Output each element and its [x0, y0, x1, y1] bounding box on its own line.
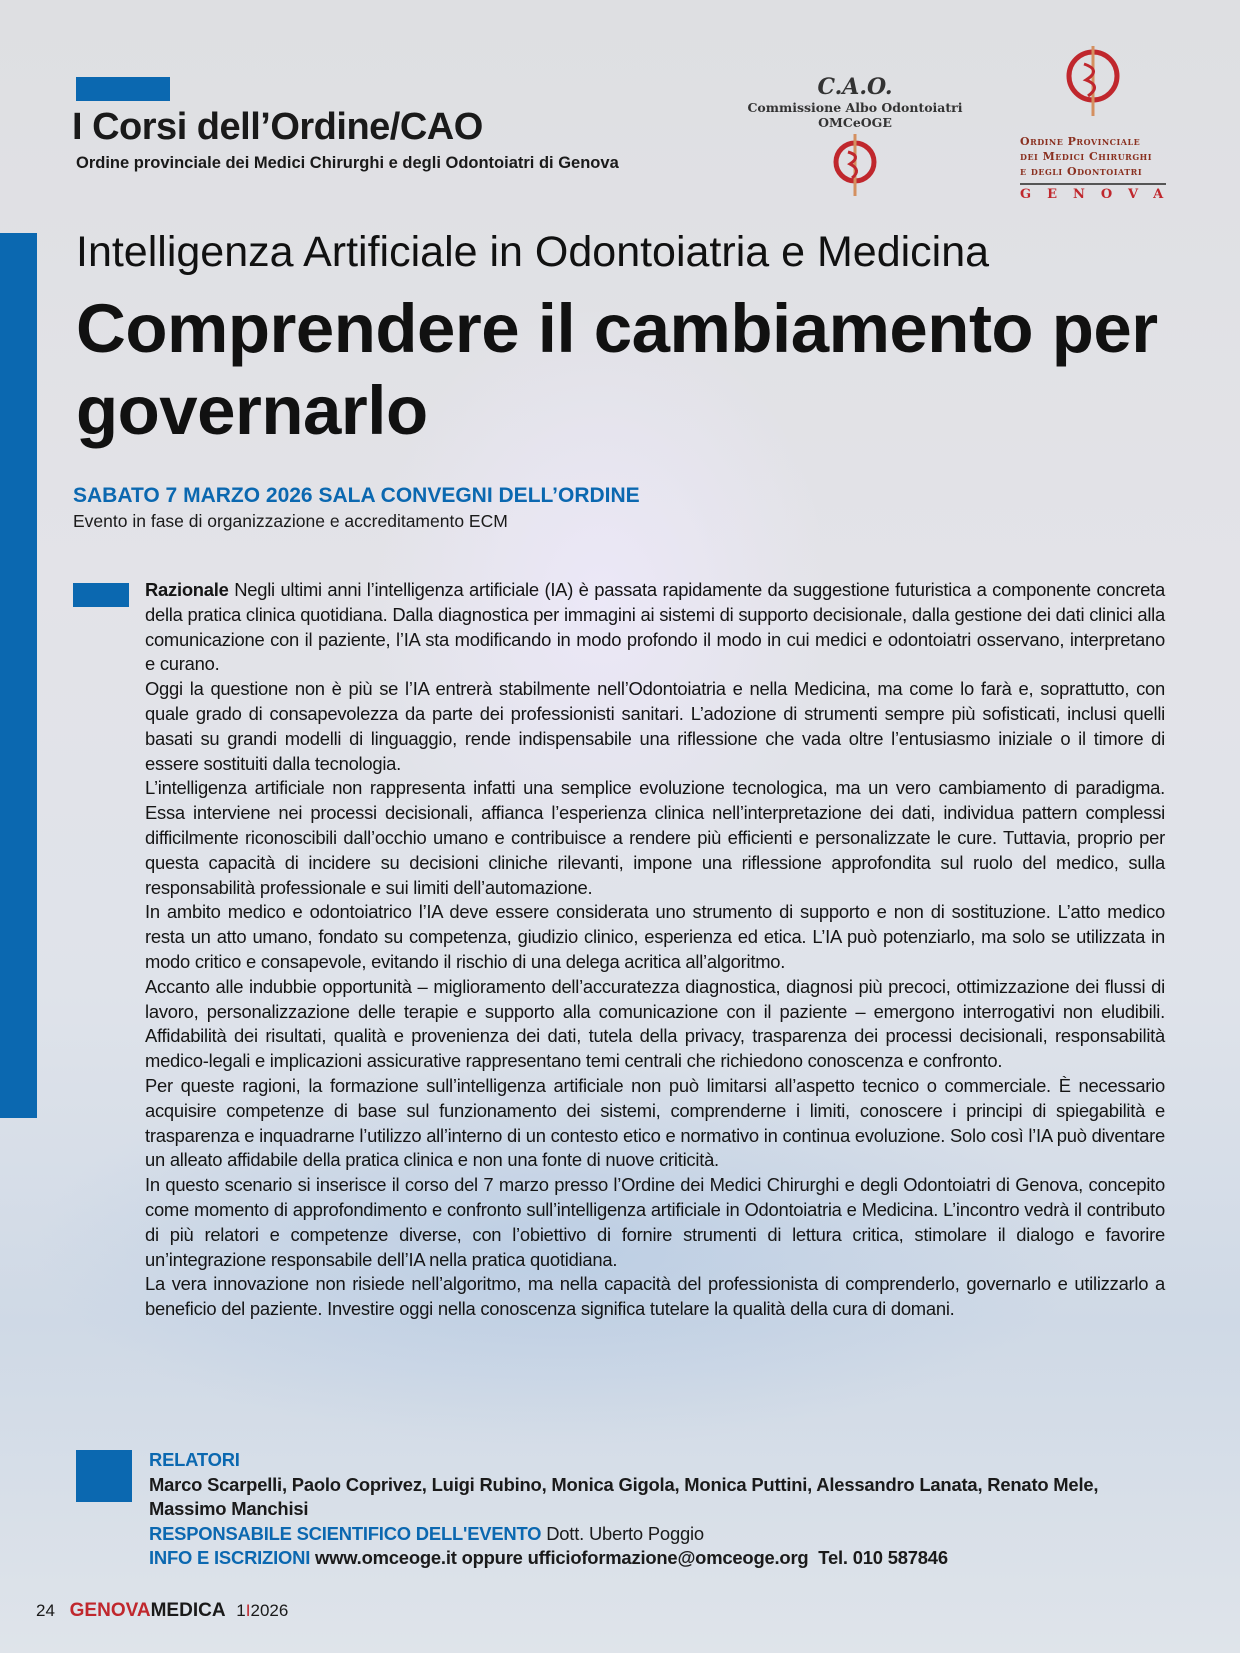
article-body — [145, 578, 1165, 1322]
ordine-line: dei Medici Chirurghi — [1020, 150, 1152, 163]
caduceus-icon — [1058, 44, 1128, 118]
issue-number: 1 — [236, 1601, 246, 1620]
issue-separator: I — [245, 1601, 251, 1620]
paragraph-text: Negli ultimi anni l’intelligenza artificiale (IA) è passata rapidamente da suggestione futuristica a componente concreta della pratica clinica quotidiana. Dalla diagnostica per immagini ai sistemi di supporto decisionale, dalla gestione dei dati clinici alla comunicazione con il paziente, l’IA sta modificando in modo profondo il modo in cui medici e odontoiatri osservano, interpretano e curano. — [145, 579, 1165, 675]
event-date: SABATO 7 MARZO 2026 SALA CONVEGNI DELL’ORDINE — [73, 484, 640, 507]
paragraph: In questo scenario si inserisce il corso del 7 marzo presso l’Ordine dei Medici Chirurghi e degli Odontoiatri di Genova, concepito come momento di approfondimento e confronto sull’intelligenza artificiale in Odontoiatria e Medicina. L’incontro vedrà il contributo di più relatori e competenze diverse, con l’obiettivo di fornire strumenti di lettura critica, stimolare il dialogo e favorire un’integrazione responsabile dell’IA nella pratica quotidiana. — [145, 1174, 1165, 1270]
cao-logo-title: C.A.O. — [817, 74, 893, 100]
paragraph — [145, 578, 1165, 677]
divider — [1020, 183, 1166, 185]
ordine-logo-text — [1020, 134, 1179, 202]
ordine-city: GENOVA — [1020, 187, 1180, 202]
cao-logo-sub2: OMCeOGE — [818, 115, 892, 130]
issue-year: 2026 — [250, 1601, 289, 1620]
paragraph: Accanto alle indubbie opportunità – miglioramento dell’accuratezza diagnostica, diagnosi più precoci, ottimizzazione dei flussi di lavoro, personalizzazione delle terapie e supporto alla comunicazione con il paziente – emergono interrogativi non eludibili. Affidabilità dei risultati, qualità e provenienza dei dati, tutela della privacy, trasparenza dei processi decisionali, responsabilità medico-legali e implicazioni assicurative rappresentano temi centrali che richiedono conoscenza e confronto. — [145, 975, 1165, 1072]
side-accent-bar — [0, 233, 37, 1118]
header-accent-bar — [76, 77, 170, 101]
info-accent-square — [76, 1450, 132, 1502]
paragraph: L’intelligenza artificiale non rappresenta infatti una semplice evoluzione tecnologica, ma un vero cambiamento di paradigma. Essa interviene nei processi decisionali, affianca l’esperienza clinica nell’interpretazione dei dati, individua pattern complessi difficilmente riconoscibili dall’occhio umano e contribuisce a rendere più efficienti e personalizzate le cure. Tuttavia, proprio per questa capacità di incidere su decisioni cliniche rilevanti, impone una riflessione approfondita sul ruolo del medico, sulla responsabilità professionale e sui limiti dell’automazione. — [145, 777, 1165, 898]
lead-label: Razionale — [145, 579, 229, 600]
ordine-line: e degli Odontoiatri — [1020, 165, 1143, 178]
ordine-line: Ordine Provinciale — [1020, 135, 1141, 148]
paragraph: La vera innovazione non risiede nell’algoritmo, ma nella capacità del professionista di comprenderlo, governarlo e utilizzarlo a beneficio del paziente. Investire oggi nella conoscenza significa tutelare la qualità della cura di domani. — [145, 1273, 1165, 1320]
page-number: 24 — [36, 1601, 55, 1620]
cao-logo-sub: Commissione Albo Odontoiatri — [747, 100, 963, 115]
event-info — [149, 1448, 1169, 1571]
event-status: Evento in fase di organizzazione e accreditamento ECM — [73, 511, 508, 531]
section-title: I Corsi dell’Ordine/CAO — [72, 106, 483, 148]
relatori-list: Marco Scarpelli, Paolo Coprivez, Luigi Rubino, Monica Gigola, Monica Puttini, Alessandro Lanata, Renato Mele, Massimo Manchisi — [149, 1473, 1099, 1520]
caduceus-icon — [830, 132, 880, 198]
resp-label: RESPONSABILE SCIENTIFICO DELL'EVENTO — [149, 1522, 542, 1544]
event-pretitle: Intelligenza Artificiale in Odontoiatria e Medicina — [76, 228, 990, 276]
page-footer — [36, 1600, 288, 1622]
ordine-logo-emblem — [1058, 44, 1128, 123]
cao-logo — [730, 74, 980, 202]
magazine-name: GENOVA — [69, 1600, 151, 1621]
magazine-name-2: MEDICA — [150, 1600, 226, 1621]
body-accent-square — [73, 583, 129, 607]
resp-name: Dott. Uberto Poggio — [546, 1522, 704, 1544]
iscr-label: INFO E ISCRIZIONI — [149, 1547, 311, 1569]
section-subtitle: Ordine provinciale dei Medici Chirurghi e degli Odontoiatri di Genova — [76, 154, 619, 172]
paragraph: Oggi la questione non è più se l’IA entrerà stabilmente nell’Odontoiatria e nella Medicina, ma come lo farà e, soprattutto, con quale grado di consapevolezza da parte dei professionisti sanitari. L’adozione di strumenti sempre più sofisticati, inclusi quelli basati su grandi modelli di linguaggio, rende indispensabile una riflessione che vada oltre l’entusiasmo iniziale o il timore di essere sostituiti dalla tecnologia. — [145, 678, 1165, 774]
relatori-label: RELATORI — [149, 1449, 240, 1470]
iscr-contacts[interactable]: www.omceoge.it oppure ufficioformazione@omceoge.org Tel. 010 587846 — [315, 1547, 948, 1569]
paragraph: Per queste ragioni, la formazione sull’intelligenza artificiale non può limitarsi all’aspetto tecnico o commerciale. È necessario acquisire competenze di base sul funzionamento dei sistemi, comprenderne i limiti, conoscere i principi di spiegabilità e trasparenza e inquadrarne l’utilizzo all’interno di un contesto etico e normativo in continua evoluzione. Solo così l’IA può diventare un alleato affidabile della pratica clinica e non una fonte di nuove criticità. — [145, 1074, 1165, 1171]
issue — [236, 1601, 288, 1620]
event-title: Comprendere il cambiamento per governarlo — [76, 290, 1158, 449]
paragraph: In ambito medico e odontoiatrico l’IA deve essere considerata uno strumento di supporto e non di sostituzione. L’atto medico resta un atto umano, fondato su competenza, giudizio clinico, esperienza ed etica. L’IA può potenziarlo, ma solo se utilizzata in modo critico e consapevole, evitando il rischio di una delega acritica all’algoritmo. — [145, 901, 1165, 972]
